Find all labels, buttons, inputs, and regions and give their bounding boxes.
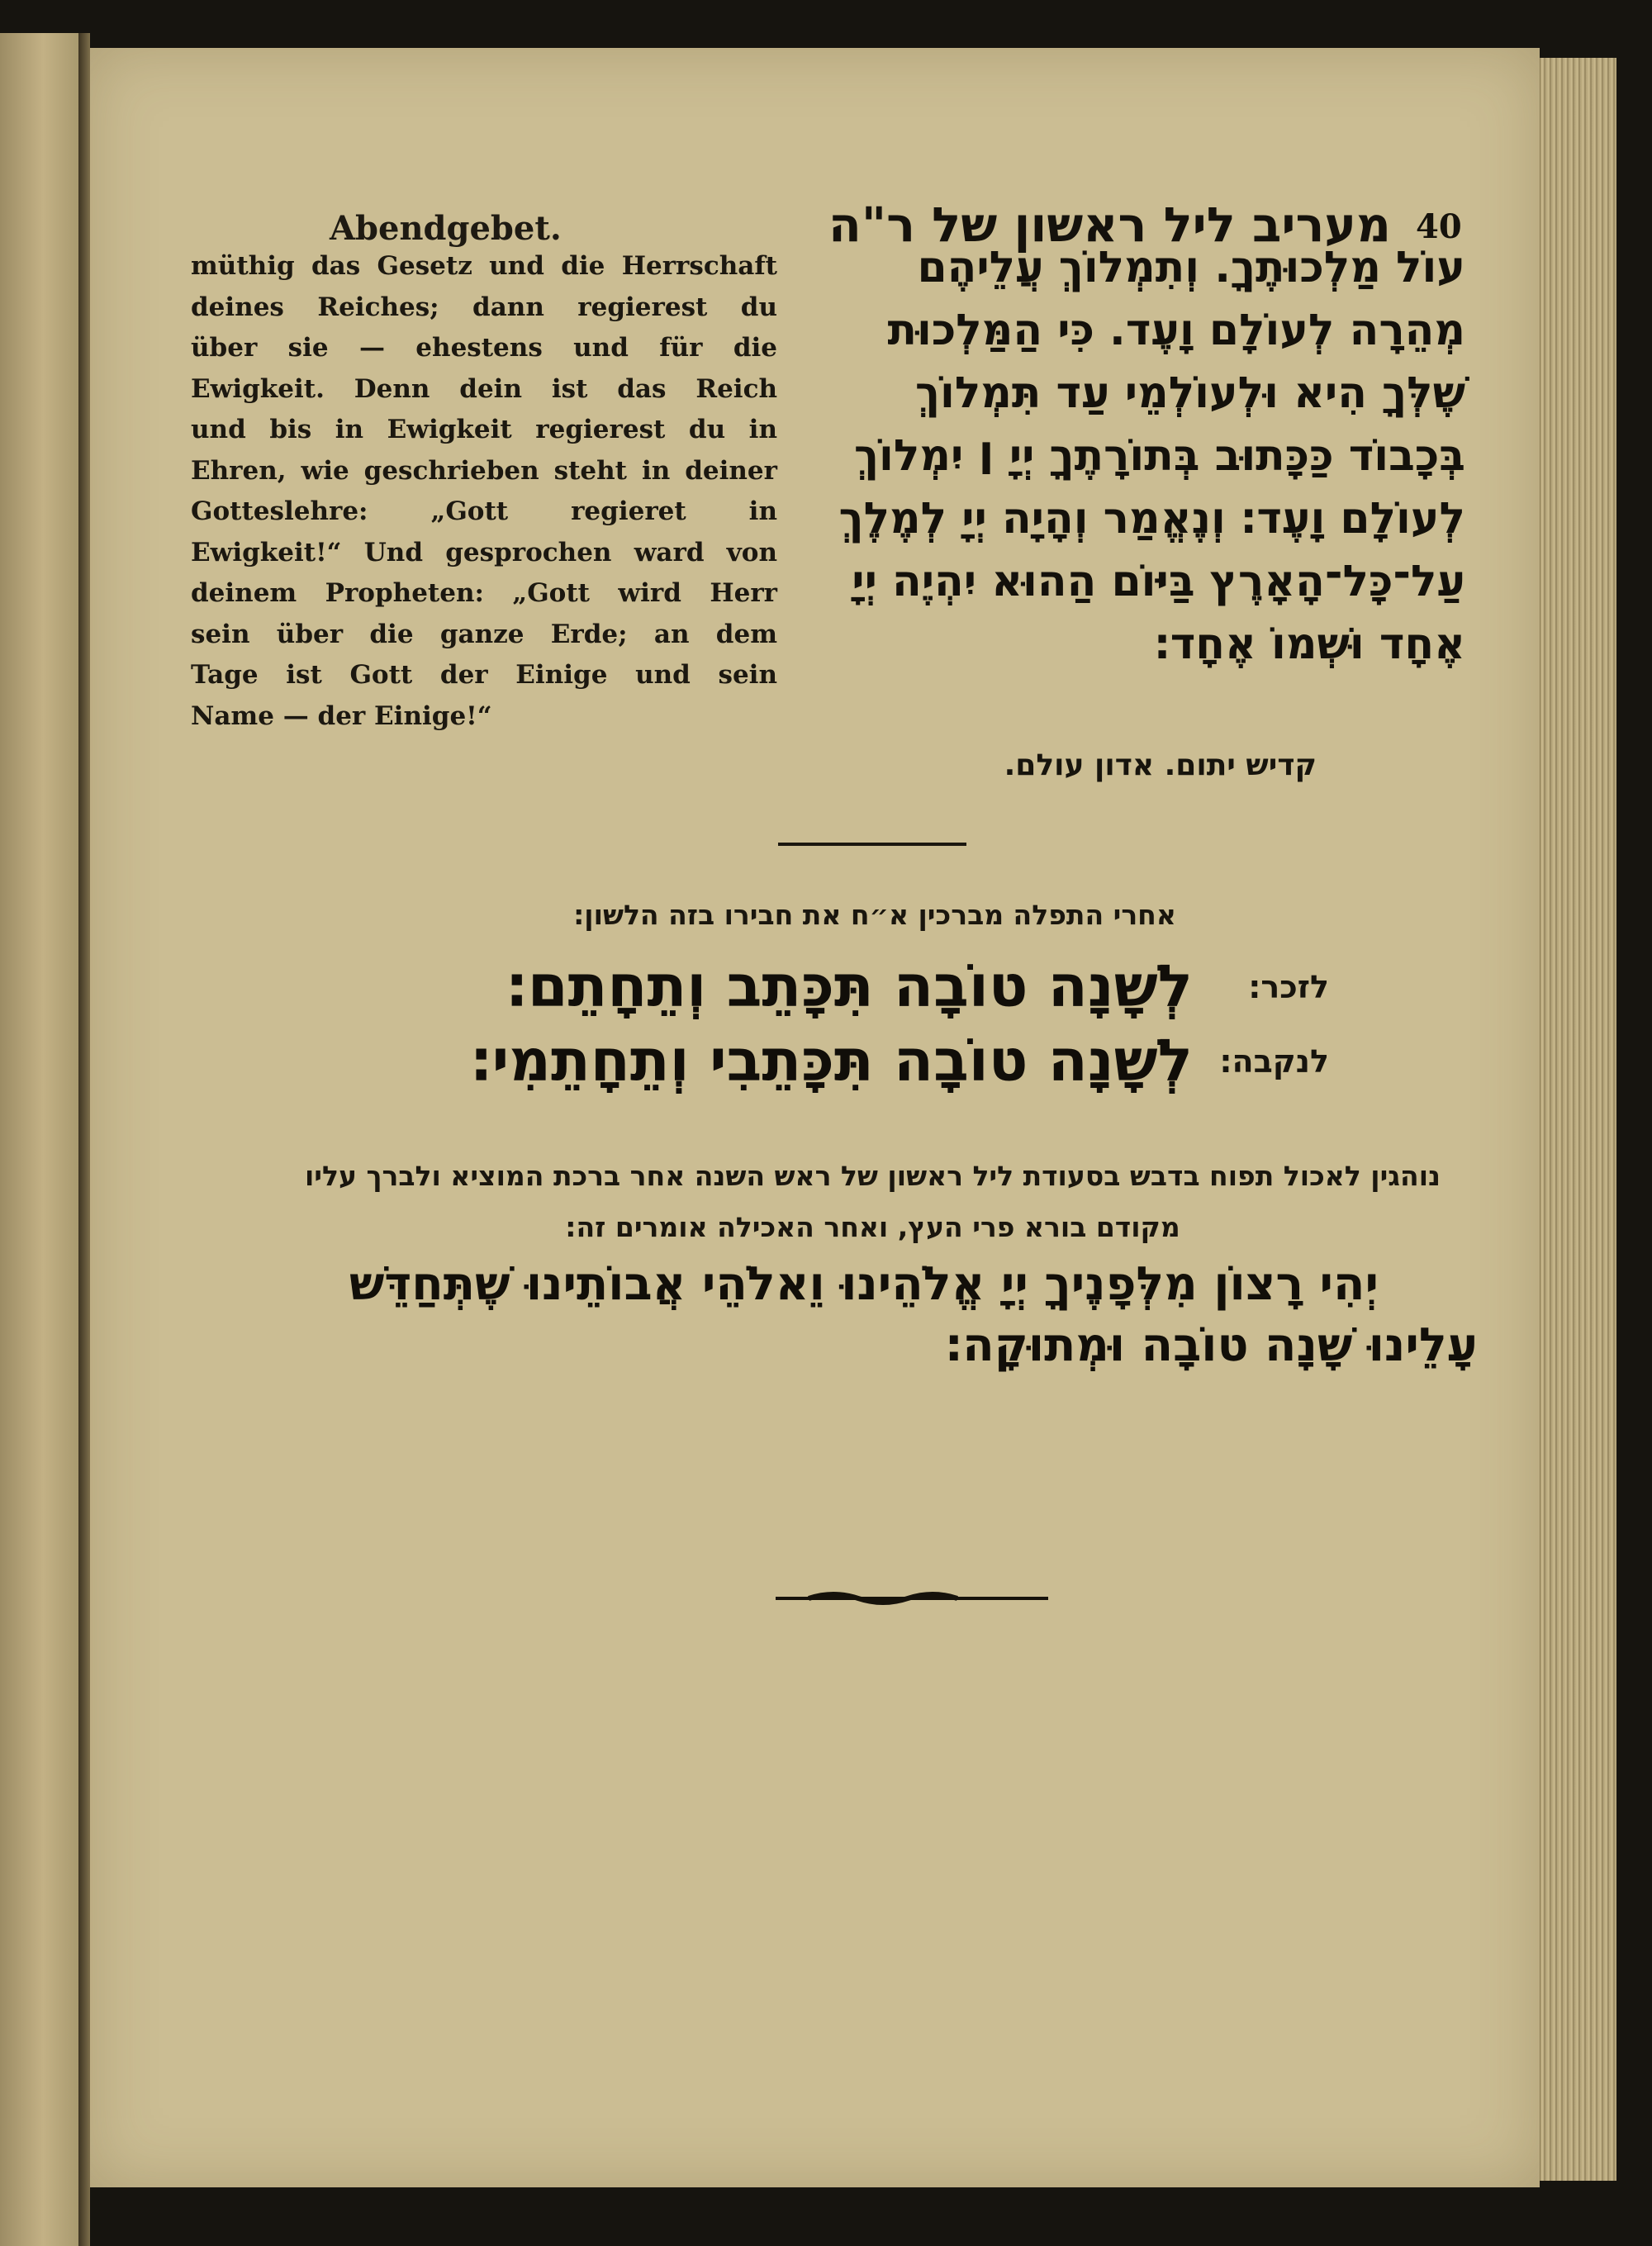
yehi-ratzon-prayer	[268, 1254, 1478, 1376]
hebrew-line: עַל־כָּל־הָאָרֶץ בַּיּוֹם הַהוּא יִהְיֶה יְיָ	[852, 557, 1465, 606]
german-line: deines Reiches; dann regierest du	[191, 292, 777, 322]
greeting-recipient-label: לנקבה:	[1219, 1043, 1329, 1080]
german-line: Ewigkeit. Denn dein ist das Reich	[191, 373, 777, 404]
running-head-german: Abendgebet.	[330, 209, 562, 248]
hebrew-line: לְעוֹלָם וָעֶד׃ וְנֶאֱמַר וְהָיָה יְיָ לְמֶלֶךְ	[838, 494, 1465, 544]
greeting-instruction: אחרי התפלה מברכין א״ח את חבירו בזה הלשון:	[573, 899, 1176, 931]
hebrew-line: שֶׁלְּךָ הִיא וּלְעוֹלְמֵי עַד תִּמְלוֹךְ	[914, 368, 1465, 418]
greeting-text: לְשָׁנָה טוֹבָה תִּכָּתֵבִי וְתֵחָתֵמִי׃	[470, 1027, 1193, 1095]
greeting-masculine	[404, 952, 1329, 1023]
instruction-line: מקודם בורא פרי העץ, ואחר האכילה אומרים זה:	[565, 1211, 1180, 1243]
page-number: 40	[1416, 207, 1462, 246]
facing-page-edge	[0, 33, 80, 2246]
book-gutter	[78, 33, 90, 2246]
section-divider	[778, 843, 966, 846]
german-line: und bis in Ewigkeit regierest du in	[191, 415, 777, 444]
german-line: Ehren, wie geschrieben steht in deiner	[191, 455, 777, 486]
hebrew-line: בְּכָבוֹד כַּכָּתוּב בְּתוֹרָתֶךָ יְיָ ׀ יִמְלוֹךְ	[853, 431, 1465, 481]
greeting-text: לְשָׁנָה טוֹבָה תִּכָּתֵב וְתֵחָתֵם׃	[506, 952, 1193, 1020]
prayer-line: עָלֵינוּ שָׁנָה טוֹבָה וּמְתוּקָה׃	[945, 1318, 1478, 1372]
apple-honey-instruction	[268, 1151, 1478, 1253]
running-head-hebrew: מעריב ליל ראשון של ר"ה	[828, 197, 1391, 253]
book-page	[90, 48, 1540, 2187]
end-ornament	[776, 1588, 1048, 1608]
hebrew-line: מְהֵרָה לְעוֹלָם וָעֶד. כִּי הַמַּלְכוּת	[887, 306, 1465, 355]
kaddish-note: קדיש יתום. אדון עולם.	[1004, 748, 1317, 782]
german-line: deinem Propheten: „Gott wird Herr	[191, 578, 777, 608]
page-header	[90, 159, 1540, 253]
greeting-feminine	[404, 1027, 1329, 1097]
hebrew-line: עוֹל מַלְכוּתֶךָ. וְתִמְלוֹךְ עֲלֵיהֶם	[917, 243, 1465, 292]
german-line: Gotteslehre: „Gott regieret in	[191, 496, 777, 526]
greeting-recipient-label: לזכר:	[1248, 969, 1329, 1005]
page-block-edges	[1540, 58, 1616, 2181]
german-line: müthig das Gesetz und die Herrschaft	[191, 251, 777, 281]
instruction-line: נוהגין לאכול תפוח בדבש בסעודת ליל ראשון של ראש השנה אחר ברכת המוציא ולברך עליו	[304, 1160, 1441, 1192]
german-line: sein über die ganze Erde; an dem	[191, 619, 777, 649]
german-line: Name — der Einige!“	[191, 700, 492, 731]
german-translation	[191, 246, 777, 737]
german-line: über sie — ehestens und für die	[191, 333, 777, 363]
hebrew-prayer-text	[809, 236, 1465, 676]
german-line: Tage ist Gott der Einige und sein	[191, 660, 777, 690]
prayer-line: יְהִי רָצוֹן מִלְּפָנֶיךָ יְיָ אֱלֹהֵינוּ וֵאלֹהֵי אֲבוֹתֵינוּ שֶׁתְּחַדֵּשׁ	[349, 1257, 1379, 1311]
hebrew-line: אֶחָד וּשְׁמוֹ אֶחָד׃	[1154, 620, 1465, 669]
german-line: Ewigkeit!“ Und gesprochen ward von	[191, 537, 777, 567]
